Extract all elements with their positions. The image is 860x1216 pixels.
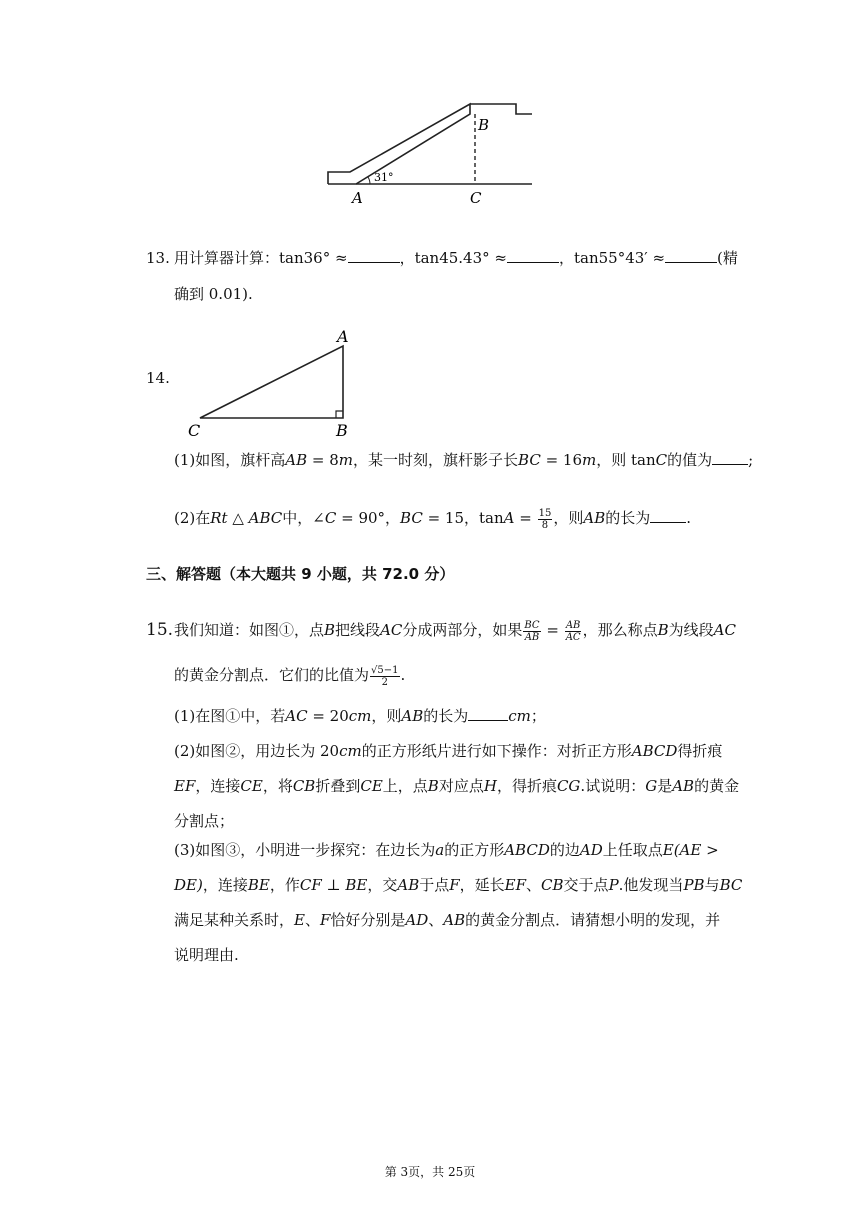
blank (665, 248, 717, 263)
text-run: 2 (381, 676, 388, 688)
text-run: C (324, 509, 337, 527)
question-15-part-2-line-2 (174, 774, 739, 798)
text-run: AB (285, 451, 308, 469)
text-run: = 8 (307, 451, 339, 469)
text-run: .试说明： (580, 777, 646, 795)
text-run: 、 (526, 876, 542, 894)
text-run: G (645, 777, 658, 795)
text-run: BE (247, 876, 270, 894)
text-run: 的黄金分割点．请猜想小明的发现，并 (465, 911, 721, 929)
text-run: AB (524, 631, 540, 643)
text-run: ，tan45.43° ≈ (399, 249, 507, 267)
fraction (538, 508, 553, 531)
text-run: ，得折痕 (496, 777, 557, 795)
label-B: B (336, 421, 348, 438)
text-run: (1)在图①中，若 (174, 707, 286, 725)
text-run: = 15，tan (422, 509, 504, 527)
text-run: F (449, 876, 460, 894)
text-run: 、 (428, 911, 444, 929)
page-footer: 第 3页，共 25页 (384, 1165, 476, 1179)
text-run: CE (240, 777, 263, 795)
text-run: ，连接 (195, 777, 241, 795)
stairs-figure (320, 92, 540, 212)
fraction (370, 665, 399, 688)
text-run: 的黄金分割点．它们的比值为 (174, 666, 370, 684)
blank (348, 248, 400, 263)
text-run: AB (672, 777, 695, 795)
text-run: 的边 (549, 841, 580, 859)
text-run: AB (443, 911, 466, 929)
fraction (523, 620, 540, 643)
text-run: △ (227, 509, 249, 527)
triangle-figure (184, 326, 364, 438)
text-run: 折叠到 (315, 777, 361, 795)
text-run: H (483, 777, 497, 795)
text-run: 对应点 (438, 777, 484, 795)
question-15-line-1 (174, 618, 736, 643)
text-run: a (435, 841, 445, 859)
text-run: m (338, 451, 353, 469)
text-run: 于点 (419, 876, 450, 894)
blank (650, 508, 686, 523)
text-run: 8 (541, 519, 549, 531)
text-run: 上任取点 (602, 841, 663, 859)
label-C: C (470, 189, 482, 207)
text-run: 的长为 (423, 707, 469, 725)
text-run: = 90°， (336, 509, 401, 527)
text-run: 、 (304, 911, 320, 929)
text-run: B (427, 777, 439, 795)
text-run: 把线段 (335, 621, 381, 639)
text-run: AC (565, 631, 581, 643)
text-run: 的长为 (605, 509, 651, 527)
text-run: CG (556, 777, 581, 795)
label-C: C (188, 421, 201, 438)
text-run: ABCD (504, 841, 550, 859)
text-run: 的黄金 (694, 777, 740, 795)
text-run: 15 (538, 507, 552, 519)
text-run: . (686, 509, 692, 527)
text-run: 恰好分别是 (330, 911, 406, 929)
question-13-line-1 (174, 246, 738, 270)
text-run: (2)在 (174, 509, 211, 527)
text-run: ，tan55°43′ ≈ (558, 249, 666, 267)
text-run: cm (339, 742, 362, 760)
text-run: 为线段 (668, 621, 714, 639)
text-run: CE (360, 777, 383, 795)
question-14-part-2 (174, 506, 691, 531)
text-run: CB (292, 777, 316, 795)
text-run: 分成两部分，如果 (402, 621, 523, 639)
text-run: 满足某种关系时， (174, 911, 295, 929)
text-run: P (608, 876, 619, 894)
text-run: CB (541, 876, 564, 894)
text-run: AB (401, 707, 424, 725)
question-15-part-1 (174, 704, 546, 728)
question-15-part-3-line-4: 说明理由. (174, 946, 239, 964)
text-run: .他发现当 (618, 876, 684, 894)
text-run: ，延长 (459, 876, 505, 894)
question-14-part-1 (174, 448, 753, 472)
text-run: BC (518, 451, 541, 469)
label-A: A (337, 327, 349, 346)
text-run: 的正方形 (444, 841, 505, 859)
text-run: ，则 tan (596, 451, 656, 469)
label-B: B (478, 116, 490, 134)
text-run: 与 (704, 876, 720, 894)
text-run: ABC (248, 509, 283, 527)
text-run: AB (583, 509, 606, 527)
text-run: B (324, 621, 336, 639)
text-run: AC (285, 707, 308, 725)
text-run: ，则 (371, 707, 402, 725)
text-run: 我们知道：如图①，点 (174, 621, 325, 639)
question-15-part-2-line-1 (174, 739, 722, 763)
text-run: AC (713, 621, 736, 639)
section-heading: 三、解答题（本大题共 9 小题，共 72.0 分） (146, 565, 455, 583)
text-run: = 20 (307, 707, 349, 725)
question-13-number: 13. (146, 249, 170, 267)
text-run: A (503, 509, 515, 527)
text-run: 的值为 (667, 451, 713, 469)
text-run: 交于点 (563, 876, 609, 894)
text-run: E (294, 911, 305, 929)
text-run: F (319, 911, 331, 929)
text-run: 中，∠ (282, 509, 325, 527)
question-15-part-3-line-3 (174, 908, 720, 932)
text-run: ，则 (553, 509, 584, 527)
text-run: = 16 (540, 451, 582, 469)
text-run: ，将 (262, 777, 293, 795)
text-run: EF (174, 777, 196, 795)
label-A: A (352, 189, 363, 207)
text-run: ，某一时刻，旗杆影子长 (353, 451, 519, 469)
question-15-number: 15. (146, 620, 174, 640)
text-run: cm (348, 707, 372, 725)
text-run: = (514, 509, 537, 527)
text-run: (精 (717, 249, 738, 267)
text-run: ，连接 (202, 876, 248, 894)
text-run: cm (508, 707, 531, 725)
text-run: ； (530, 707, 546, 725)
text-run: 的正方形纸片进行如下操作：对折正方形 (361, 742, 632, 760)
text-run: (1)如图，旗杆高 (174, 451, 286, 469)
text-run: 用计算器计算：tan36° ≈ (174, 249, 348, 267)
text-run: m (582, 451, 597, 469)
text-run: BC (400, 509, 423, 527)
text-run: . (400, 666, 406, 684)
text-run: AB (565, 619, 581, 631)
text-run: 上，点 (382, 777, 428, 795)
text-run: CF ⊥ BE (299, 876, 368, 894)
text-run: ，作 (269, 876, 300, 894)
text-run: AB (397, 876, 420, 894)
text-run: PB (683, 876, 705, 894)
text-run: EF (504, 876, 527, 894)
question-15-line-2 (174, 663, 405, 688)
text-run: = (541, 621, 564, 639)
blank (468, 706, 508, 721)
text-run: Rt (210, 509, 228, 527)
text-run: ，交 (367, 876, 398, 894)
question-15-part-3-line-2 (174, 873, 742, 897)
question-14-number: 14. (146, 369, 170, 387)
question-15-part-2-line-3: 分割点； (174, 812, 235, 830)
text-run: √5−1 (371, 664, 399, 676)
text-run: BC (524, 619, 540, 631)
text-run: AD (405, 911, 429, 929)
text-run: (2)如图②，用边长为 20 (174, 742, 340, 760)
text-run: 是 (657, 777, 673, 795)
text-run: C (655, 451, 668, 469)
text-run: ABCD (631, 742, 678, 760)
fraction (565, 620, 582, 643)
text-run: BC (719, 876, 743, 894)
text-run: E(AE > (662, 841, 719, 859)
text-run: (3)如图③，小明进一步探究：在边长为 (174, 841, 436, 859)
text-run: B (657, 621, 669, 639)
text-run: AD (579, 841, 603, 859)
blank (712, 450, 748, 465)
blank (507, 248, 559, 263)
angle-label: 31° (374, 171, 394, 184)
question-13-line-2: 确到 0.01). (174, 285, 253, 303)
text-run: 得折痕 (677, 742, 723, 760)
text-run: ，那么称点 (582, 621, 658, 639)
text-run: AC (380, 621, 403, 639)
question-15-part-3-line-1 (174, 838, 719, 862)
text-run: DE) (174, 876, 203, 894)
text-run: ; (748, 451, 754, 469)
